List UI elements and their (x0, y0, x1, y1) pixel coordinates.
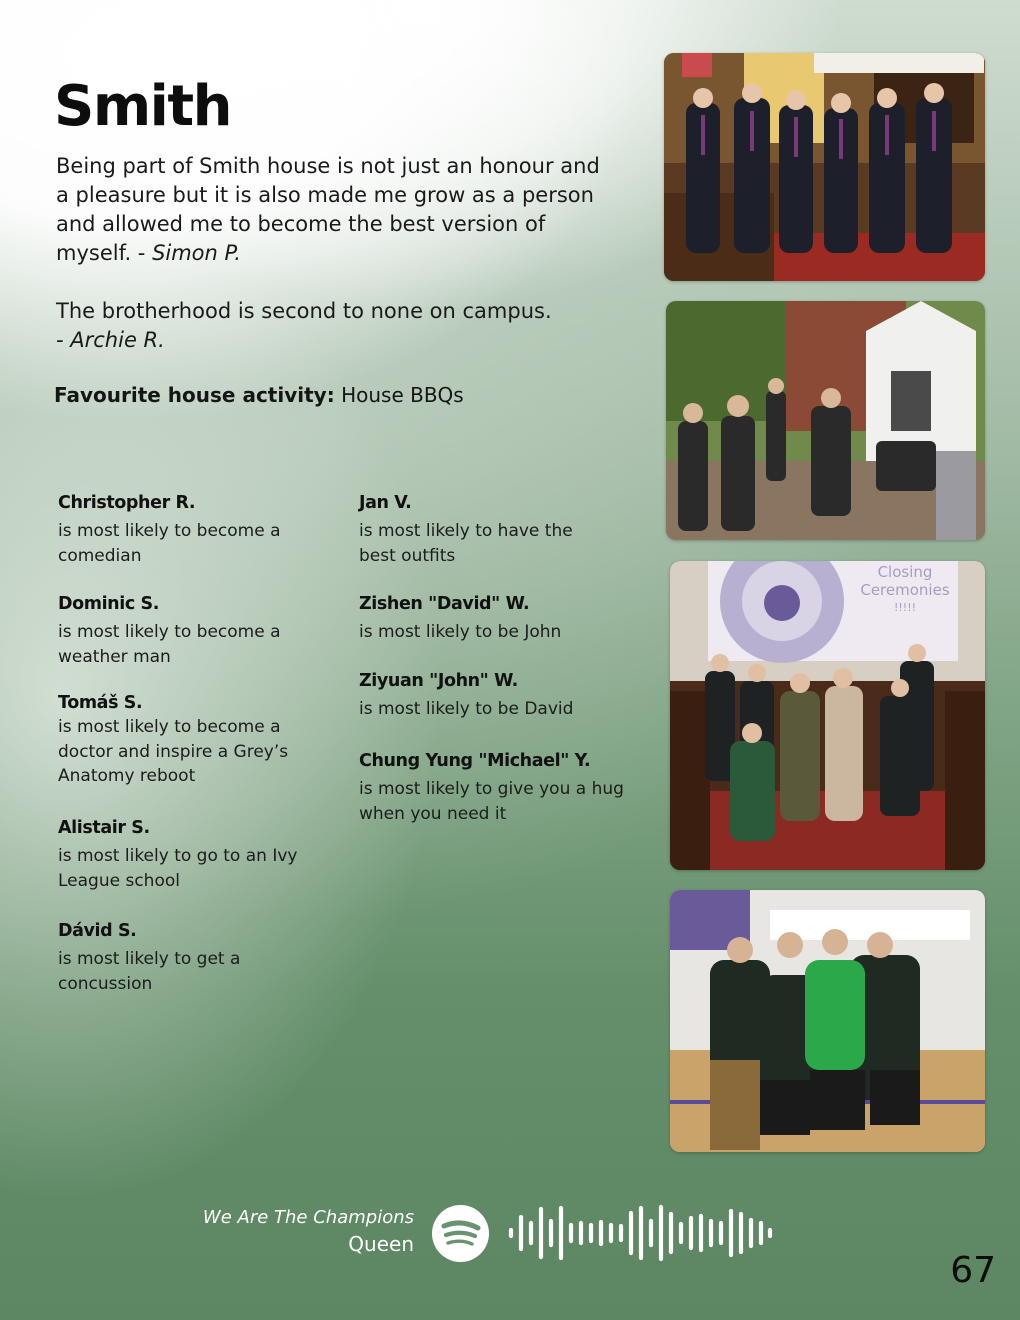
favourite-activity-value: House BBQs (341, 383, 464, 407)
photo-gym-huddle (670, 890, 985, 1152)
superlative-text: is most likely to become a doctor and inspire a Grey’s Anatomy reboot (58, 717, 289, 786)
song-artist: Queen (348, 1232, 414, 1256)
favourite-activity (54, 383, 464, 407)
student-name: Chung Yung "Michael" Y. (359, 751, 591, 771)
superlative-text: is most likely to become a comedian (58, 521, 281, 566)
superlative-entry (359, 592, 659, 645)
quote-author: - Archie R. (56, 328, 165, 352)
student-name: Zishen "David" W. (359, 594, 530, 614)
favourite-activity-label: Favourite house activity: (54, 383, 335, 407)
svg-text:!!!!!: !!!!! (893, 601, 917, 614)
student-name: Alistair S. (58, 818, 150, 838)
song-title: We Are The Champions (202, 1207, 414, 1228)
photo-house-bbq (666, 301, 985, 540)
student-name: Dominic S. (58, 594, 159, 614)
spotify-icon (432, 1205, 489, 1262)
student-name: Jan V. (359, 493, 412, 513)
superlative-text: is most likely to have the best outfits (359, 521, 573, 566)
house-title: Smith (54, 74, 232, 139)
student-name: Christopher R. (58, 493, 196, 513)
student-name: Dávid S. (58, 921, 137, 941)
superlative-text: is most likely to give you a hug when you need it (359, 779, 624, 824)
photo-closing-ceremonies (670, 561, 985, 870)
student-name: Tomáš S. (58, 693, 143, 713)
superlative-entry (359, 491, 659, 568)
superlative-entry (58, 691, 348, 789)
superlative-text: is most likely to be David (359, 699, 574, 719)
superlative-text: is most likely to get a concussion (58, 949, 241, 994)
superlative-entry (58, 816, 348, 893)
superlative-entry (359, 669, 659, 722)
superlative-entry (58, 919, 348, 996)
song-credit (203, 1205, 414, 1258)
superlative-text: is most likely to be John (359, 622, 562, 642)
quote-text: The brotherhood is second to none on campus. (56, 299, 552, 323)
superlative-text: is most likely to go to an Ivy League school (58, 846, 298, 891)
quote-simon (56, 152, 616, 268)
superlative-entry (58, 491, 348, 568)
student-name: Ziyuan "John" W. (359, 671, 518, 691)
closing-caption: Closing (877, 563, 933, 581)
spotify-code-icon (505, 1203, 775, 1263)
superlative-entry (359, 749, 659, 826)
quote-text: Being part of Smith house is not just an honour and a pleasure but it is also made me grow as a person and allowed me to become the best version of myself. - (56, 154, 600, 265)
photo-chapel-group (664, 53, 985, 281)
quote-archie (56, 297, 616, 355)
quote-author: Simon P. (152, 241, 241, 265)
svg-text:Ceremonies: Ceremonies (860, 581, 950, 599)
page-number: 67 (950, 1250, 996, 1291)
superlative-entry (58, 592, 348, 669)
superlative-text: is most likely to become a weather man (58, 622, 281, 667)
